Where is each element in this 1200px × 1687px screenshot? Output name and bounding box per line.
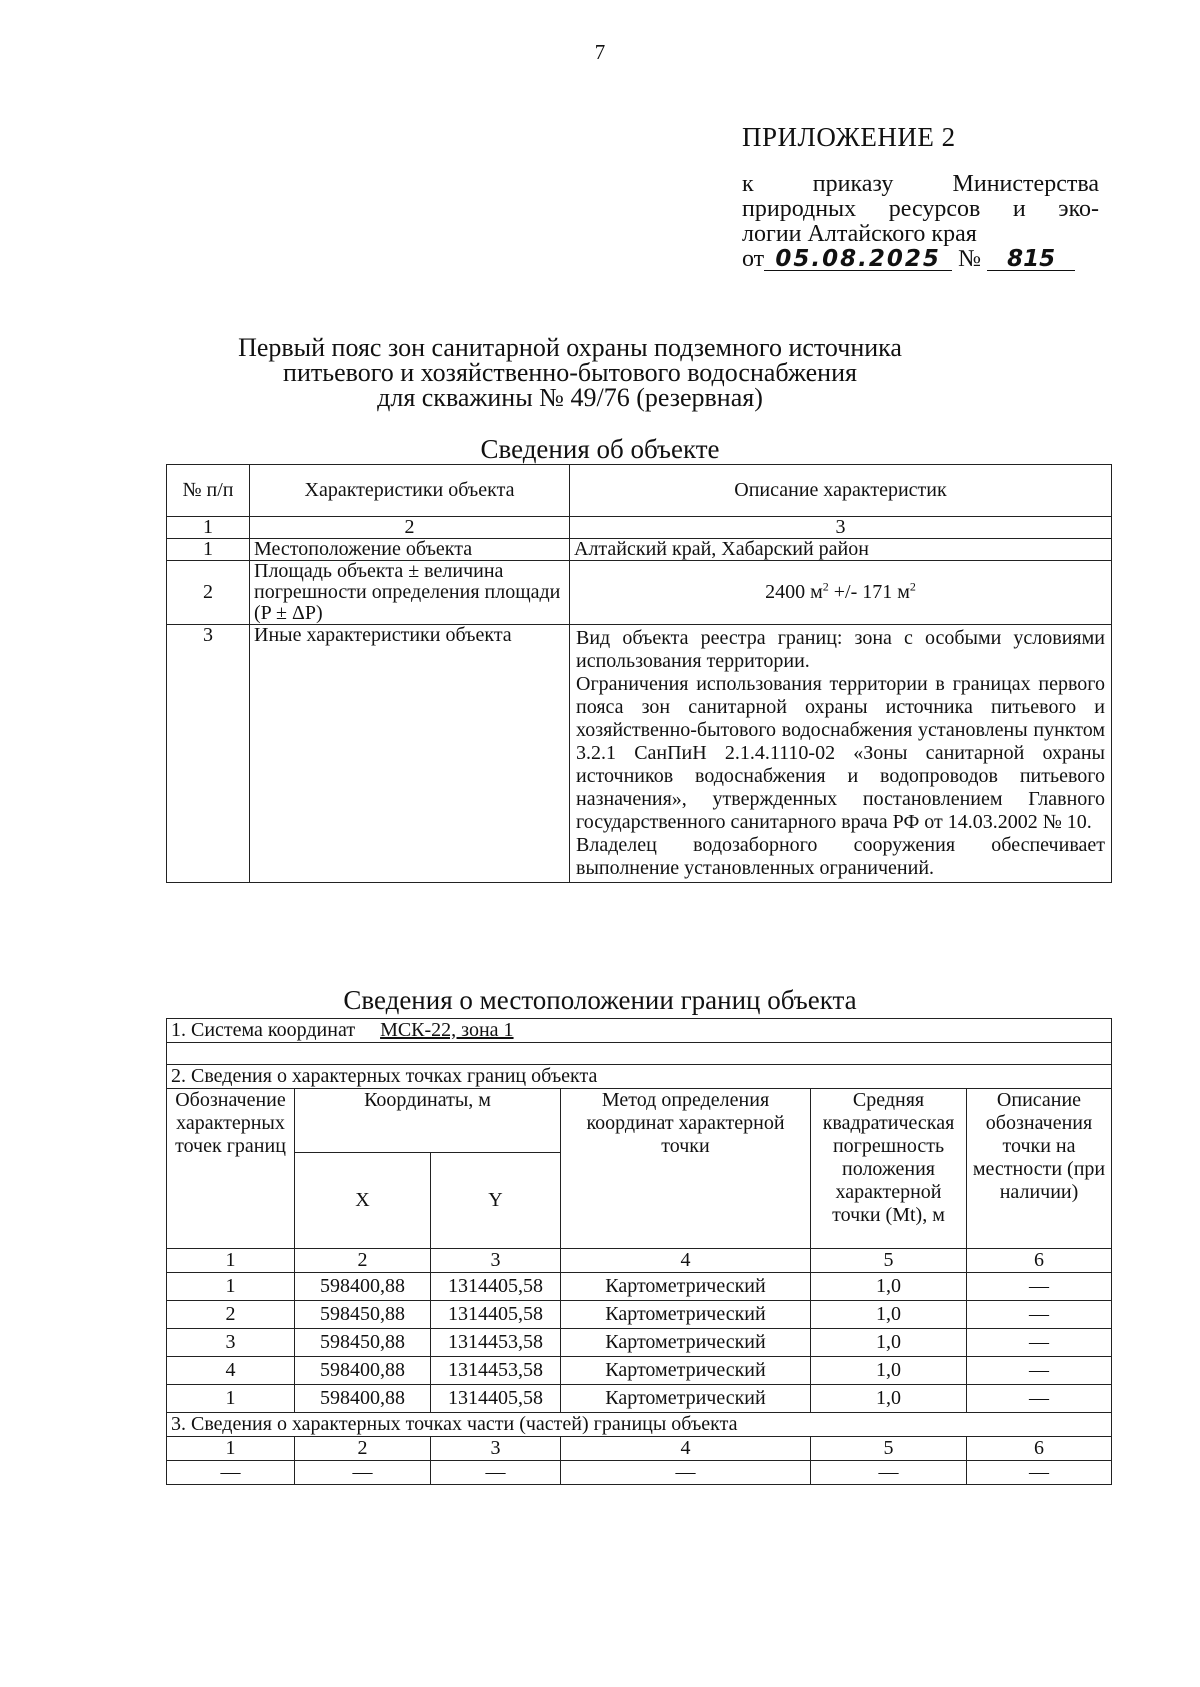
table-row [167,1273,1112,1301]
handwritten-date: 05.08.2025 [764,248,952,271]
col-number: 2 [250,517,570,539]
col-number: 3 [431,1437,561,1461]
coord-system-label: 1. Система координат [171,1019,356,1041]
handwritten-number: 815 [987,248,1075,271]
tolerance-exponent: 2 [909,579,916,594]
number-prefix: № [958,246,982,272]
point-method: Картометрический [561,1301,811,1329]
row-description-area [570,561,1112,625]
point-description: — [967,1385,1112,1413]
order-line-1: к приказу Министерства [742,171,1099,197]
coord-system-value: МСК-22, зона 1 [380,1019,514,1041]
col-number: 3 [431,1249,561,1273]
col-number: 4 [561,1437,811,1461]
point-error: 1,0 [811,1357,967,1385]
col-number: 1 [167,1437,295,1461]
point-id: 1 [167,1385,295,1413]
table-row [167,625,1112,883]
row-num: 1 [167,539,250,561]
point-description: — [967,1273,1112,1301]
point-x: 598400,88 [295,1273,431,1301]
col-number: 6 [967,1249,1112,1273]
column-number-row [167,517,1112,539]
col-number: 5 [811,1437,967,1461]
row-description-text [570,625,1112,883]
point-error: 1,0 [811,1273,967,1301]
point-y: 1314405,58 [431,1385,561,1413]
header-num: № п/п [167,465,250,517]
point-x: 598400,88 [295,1385,431,1413]
row-characteristic: Площадь объекта ± величина погрешности определения площади (P ± ΔP) [250,561,570,625]
point-id: 2 [167,1301,295,1329]
parts-heading-row [167,1413,1112,1437]
coord-system-row [167,1019,1112,1043]
row-characteristic: Местоположение объекта [250,539,570,561]
header-error: Средняя квадратическая погрешность положения характерной точки (Mt), м [811,1089,967,1249]
table-row [167,1385,1112,1413]
point-y: 1314405,58 [431,1301,561,1329]
row-description: Алтайский край, Хабарский район [570,539,1112,561]
header-characteristics: Характеристики объекта [250,465,570,517]
table-row [167,1301,1112,1329]
points-header-row [167,1089,1112,1153]
point-x: 598450,88 [295,1301,431,1329]
points-heading-row [167,1065,1112,1089]
point-description: — [967,1329,1112,1357]
point-error: 1,0 [811,1301,967,1329]
header-method: Метод определения координат характерной точки [561,1089,811,1249]
spacer-row [167,1043,1112,1065]
coord-system-cell [167,1019,1112,1043]
description-paragraph: Ограничения использования территории в границах первого пояса зон санитарной охраны источника питьевого и хозяйственно-бытового водоснабжения установлены пунктом 3.2.1 СанПиН 2.1.4.1110-02 «Зоны санитарной охраны источников водоснабжения и водопроводов питьевого назначения», утвержденных постановлением Главного государственного санитарного врача РФ от 14.03.2002 № 10. [576,673,1105,833]
page-number: 7 [594,40,606,64]
parts-cell: — [811,1461,967,1485]
table-header-row [167,465,1112,517]
point-y: 1314405,58 [431,1273,561,1301]
order-reference [742,172,1099,272]
object-info-table [166,464,1112,883]
col-number: 4 [561,1249,811,1273]
row-characteristic: Иные характеристики объекта [250,625,570,883]
description-paragraph: Вид объекта реестра границ: зона с особыми условиями использования территории. [576,627,1105,672]
order-line-2: природных ресурсов и эко- [742,196,1099,222]
boundary-info-title: Сведения о местоположении границ объекта [343,985,857,1015]
parts-cell: — [295,1461,431,1485]
point-method: Картометрический [561,1357,811,1385]
point-x: 598400,88 [295,1357,431,1385]
table-row [167,1329,1112,1357]
point-id: 4 [167,1357,295,1385]
area-value: 2400 м [765,581,823,603]
col-number: 3 [570,517,1112,539]
order-date-number-line [742,247,1099,272]
table-row [167,539,1112,561]
points-heading: 2. Сведения о характерных точках границ объекта [167,1065,1112,1089]
parts-cell: — [561,1461,811,1485]
col-number: 1 [167,1249,295,1273]
point-description: — [967,1357,1112,1385]
date-prefix: от [742,246,765,272]
point-error: 1,0 [811,1385,967,1413]
point-error: 1,0 [811,1329,967,1357]
document-title [230,335,910,410]
header-y: Y [431,1153,561,1249]
row-num: 2 [167,561,250,625]
object-info-title: Сведения об объекте [480,434,720,464]
area-tolerance: +/- 171 м [828,581,910,603]
header-point-description: Описание обозначения точки на местности (при наличии) [967,1089,1112,1249]
document-title-line-3: для скважины № 49/76 (резервная) [377,383,763,412]
point-method: Картометрический [561,1385,811,1413]
table-row [167,1357,1112,1385]
point-y: 1314453,58 [431,1329,561,1357]
header-designation: Обозначение характерных точек границ [167,1089,295,1249]
table-row [167,561,1112,625]
parts-heading: 3. Сведения о характерных точках части (частей) границы объекта [167,1413,1112,1437]
col-number: 6 [967,1437,1112,1461]
point-id: 1 [167,1273,295,1301]
parts-empty-row [167,1461,1112,1485]
document-title-line-1: Первый пояс зон санитарной охраны подземного источника [238,333,902,362]
col-number: 1 [167,517,250,539]
column-number-row [167,1249,1112,1273]
area-exponent: 2 [822,579,829,594]
header-description: Описание характеристик [570,465,1112,517]
point-x: 598450,88 [295,1329,431,1357]
col-number: 2 [295,1249,431,1273]
parts-cell: — [431,1461,561,1485]
point-description: — [967,1301,1112,1329]
parts-cell: — [967,1461,1112,1485]
appendix-title: ПРИЛОЖЕНИЕ 2 [742,122,956,152]
point-y: 1314453,58 [431,1357,561,1385]
row-num: 3 [167,625,250,883]
parts-column-number-row [167,1437,1112,1461]
header-coordinates: Координаты, м [295,1089,561,1153]
order-line-3: логии Алтайского края [742,221,977,247]
point-id: 3 [167,1329,295,1357]
col-number: 5 [811,1249,967,1273]
document-title-line-2: питьевого и хозяйственно-бытового водоснабжения [283,358,857,387]
point-method: Картометрический [561,1329,811,1357]
point-method: Картометрический [561,1273,811,1301]
boundary-points-table [166,1018,1112,1485]
parts-cell: — [167,1461,295,1485]
col-number: 2 [295,1437,431,1461]
description-paragraph: Владелец водозаборного сооружения обеспечивает выполнение установленных ограничений. [576,834,1105,879]
header-x: X [295,1153,431,1249]
